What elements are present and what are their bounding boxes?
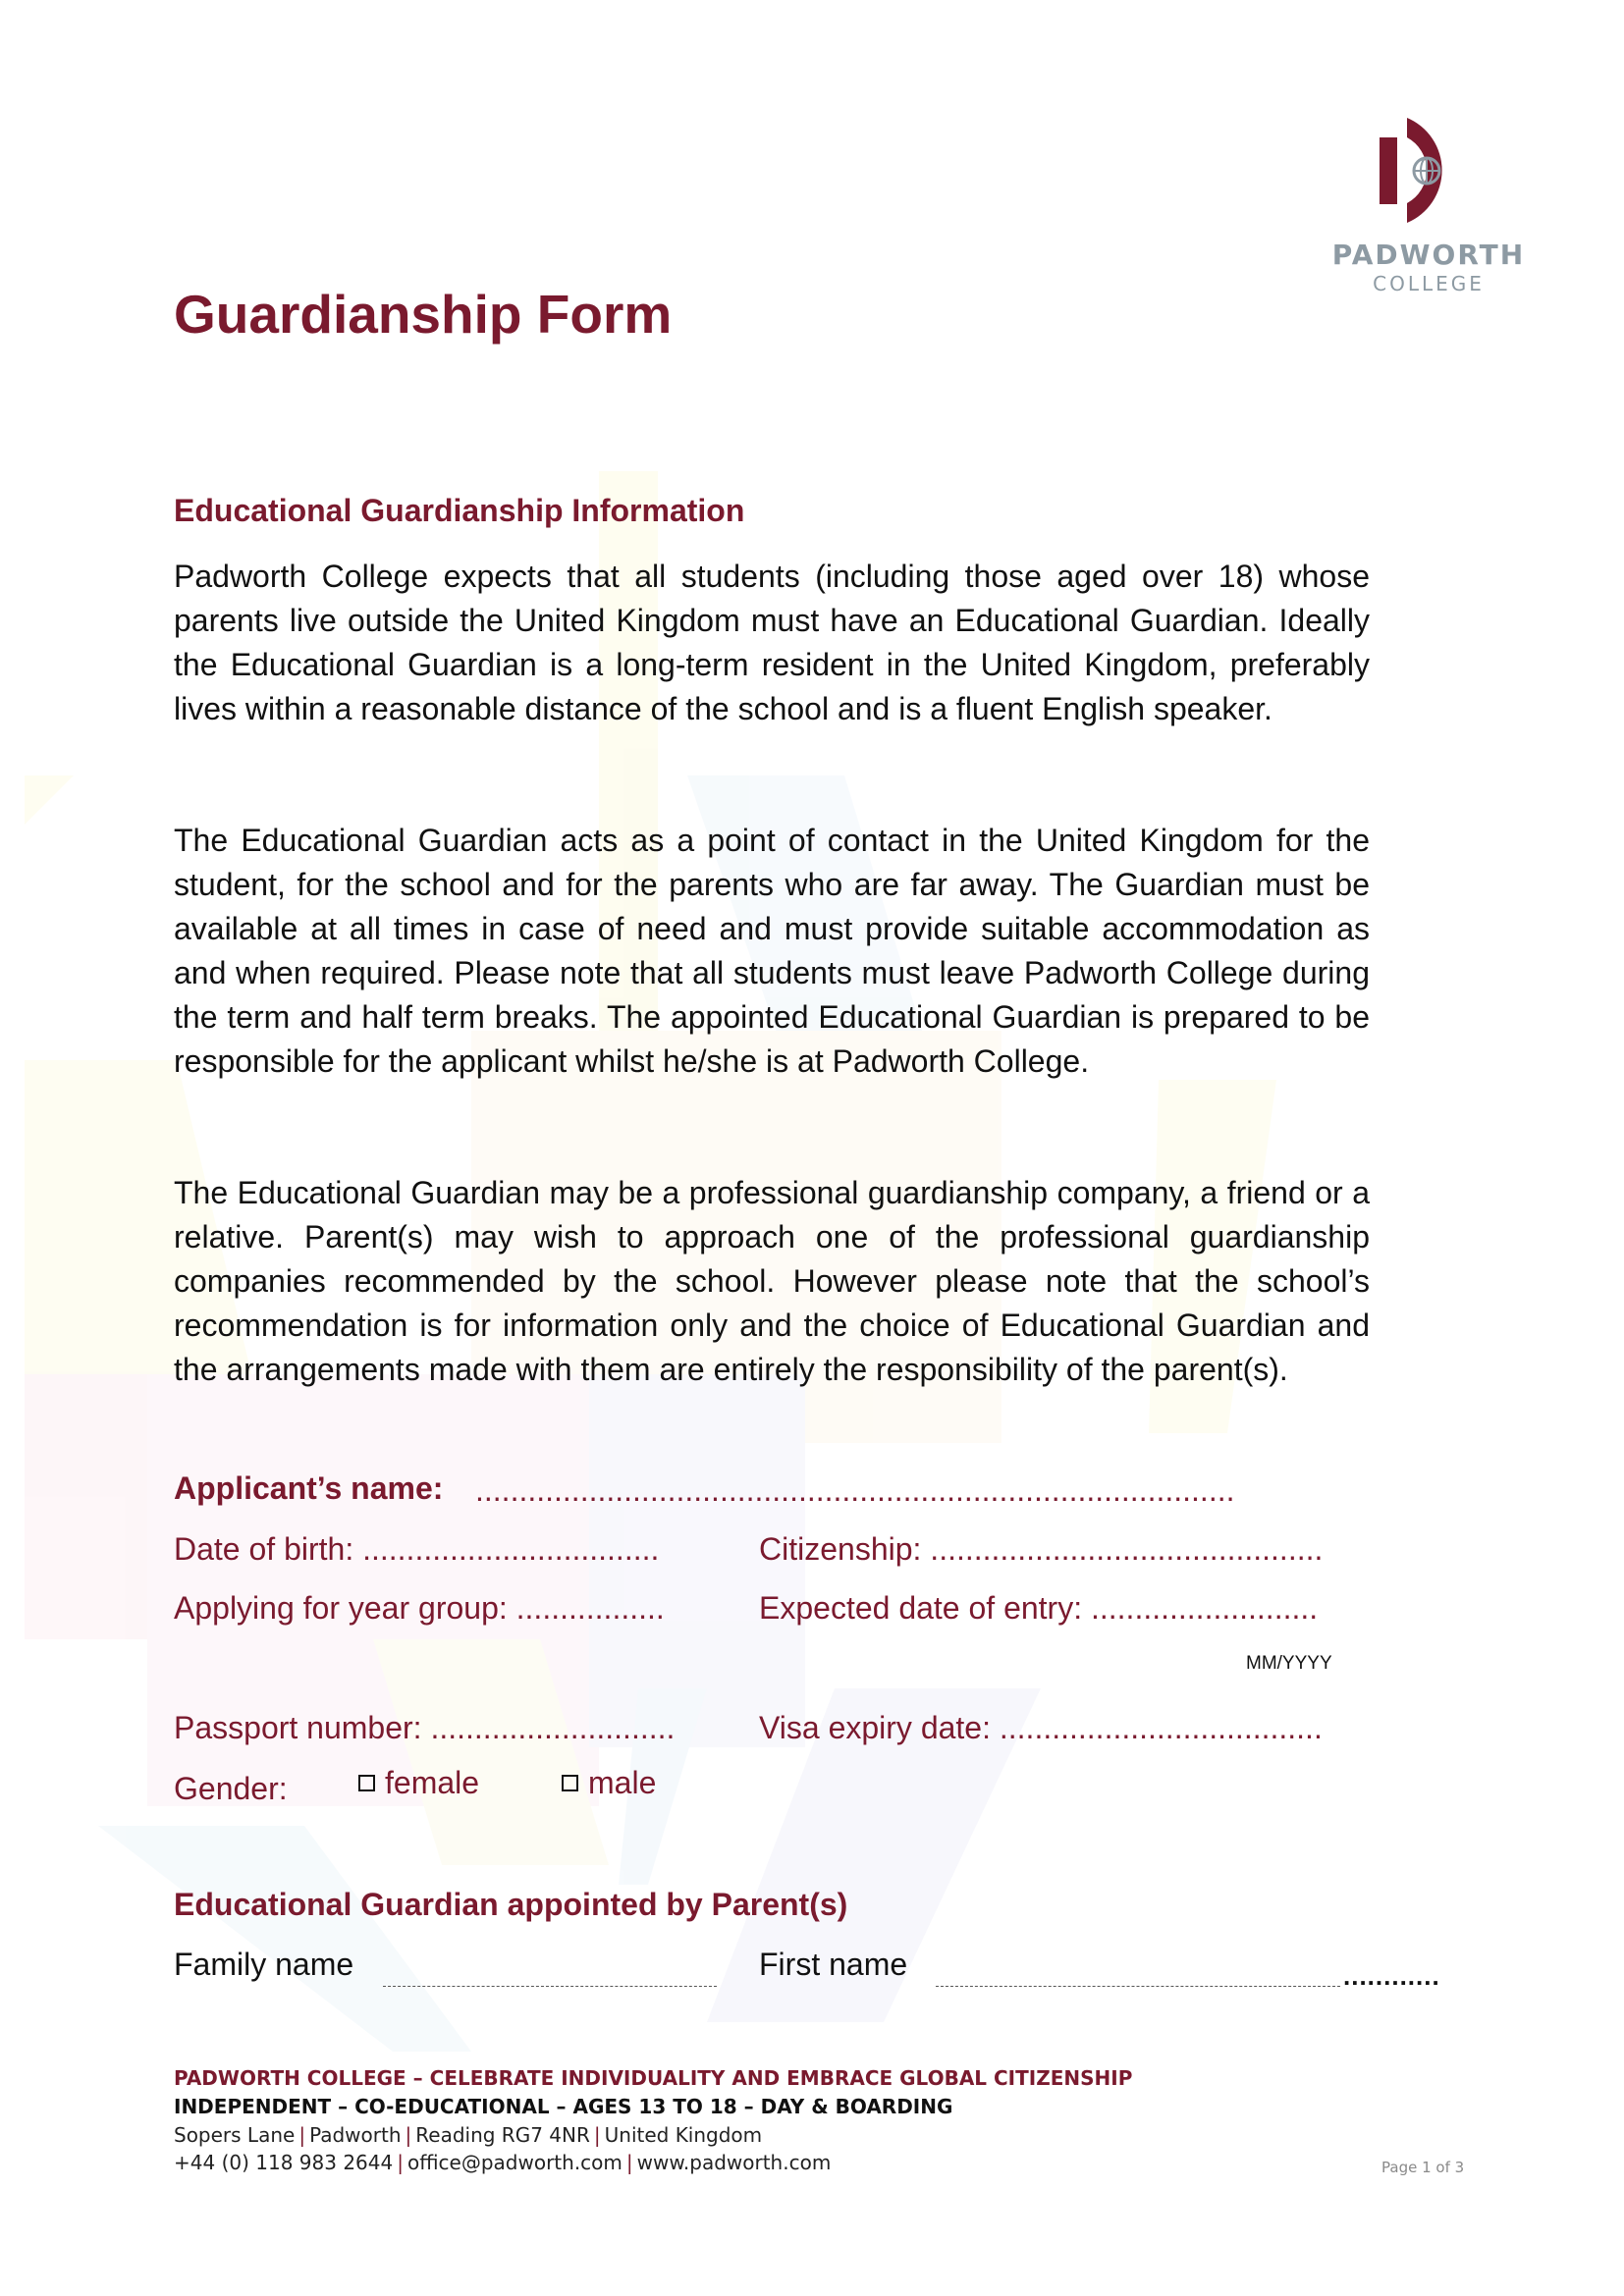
- applicant-name-field[interactable]: [174, 1470, 1235, 1508]
- gender-option-label: female: [385, 1765, 480, 1800]
- separator: |: [397, 2151, 404, 2174]
- gender-option-label: male: [588, 1765, 657, 1800]
- address-street: Sopers Lane: [174, 2123, 296, 2147]
- first-name-input-line[interactable]: [936, 1986, 1340, 1987]
- family-name-input-line[interactable]: [383, 1986, 717, 1987]
- footer-contact: [174, 2151, 831, 2174]
- applicant-name-input-line[interactable]: .......................................................................................: [475, 1472, 1235, 1508]
- passport-number-input-line[interactable]: ............................: [430, 1710, 676, 1745]
- address-town: Reading RG7 4NR: [415, 2123, 590, 2147]
- passport-number-label: Passport number:: [174, 1710, 422, 1745]
- citizenship-input-line[interactable]: .............................................: [930, 1531, 1324, 1567]
- separator: |: [625, 2151, 633, 2174]
- first-name-trailing-dots: ............: [1343, 1961, 1440, 1991]
- page-title: Guardianship Form: [174, 284, 673, 345]
- logo-mark-icon: [1311, 113, 1546, 231]
- contact-website[interactable]: www.padworth.com: [636, 2151, 832, 2174]
- address-village: Padworth: [309, 2123, 402, 2147]
- contact-phone: +44 (0) 118 983 2644: [174, 2151, 394, 2174]
- section-heading-guardianship-info: Educational Guardianship Information: [174, 493, 745, 528]
- first-name-label: First name: [759, 1947, 908, 1982]
- logo-name: PADWORTH: [1331, 239, 1526, 271]
- footer-tagline: PADWORTH COLLEGE – CELEBRATE INDIVIDUALITY AND EMBRACE GLOBAL CITIZENSHIP: [174, 2066, 1133, 2090]
- footer-descriptor: INDEPENDENT – CO-EDUCATIONAL – AGES 13 TO 18 – DAY & BOARDING: [174, 2095, 953, 2118]
- year-group-field[interactable]: [174, 1590, 665, 1627]
- section-heading-guardian-appointed: Educational Guardian appointed by Parent(s): [174, 1887, 848, 1922]
- visa-expiry-input-line[interactable]: .....................................: [999, 1710, 1323, 1745]
- watermark-shape: [98, 1826, 471, 2052]
- date-of-birth-field[interactable]: [174, 1531, 659, 1568]
- paragraph: The Educational Guardian may be a professional guardianship company, a friend or a relative. Parent(s) may wish to approach one of the professional guardianship companies recommended by the school. However please note that the school’s recommendation is for information only and the choice of Educational Guardian and the arrangements made with them are entirely the responsibility of the parent(s).: [174, 1175, 1370, 1387]
- checkbox-icon[interactable]: [358, 1775, 375, 1791]
- citizenship-label: Citizenship:: [759, 1531, 922, 1567]
- visa-expiry-label: Visa expiry date:: [759, 1710, 991, 1745]
- applicant-name-label: Applicant’s name:: [174, 1470, 444, 1506]
- year-group-input-line[interactable]: .................: [515, 1590, 665, 1626]
- family-name-label: Family name: [174, 1947, 354, 1982]
- watermark-shape: [25, 775, 74, 825]
- gender-option-male[interactable]: [562, 1765, 656, 1801]
- logo-subtitle: COLLEGE: [1373, 272, 1485, 295]
- gender-label: Gender:: [174, 1771, 288, 1806]
- citizenship-field[interactable]: [759, 1531, 1323, 1568]
- year-group-label: Applying for year group:: [174, 1590, 508, 1626]
- paragraph: Padworth College expects that all students (including those aged over 18) whose parents live outside the United Kingdom must have an Educational Guardian. Ideally the Educational Guardian is a long-term resident in the United Kingdom, preferably lives within a reasonable distance of the school and is a fluent English speaker.: [174, 559, 1370, 726]
- date-of-birth-input-line[interactable]: ..................................: [362, 1531, 660, 1567]
- paragraph: The Educational Guardian acts as a point of contact in the United Kingdom for the student, for the school and for the parents who are far away. The Guardian must be available at all times in case of need and must provide suitable accommodation as and when required. Please note that all students must leave Padworth College during the term and half term breaks. The appointed Educational Guardian is prepared to be responsible for the applicant whilst he/she is at Padworth College.: [174, 823, 1370, 1079]
- visa-expiry-field[interactable]: [759, 1710, 1323, 1746]
- separator: |: [298, 2123, 306, 2147]
- entry-date-input-line[interactable]: ..........................: [1090, 1590, 1319, 1626]
- padworth-logo: [1311, 113, 1546, 299]
- passport-number-field[interactable]: [174, 1710, 675, 1746]
- date-of-birth-label: Date of birth:: [174, 1531, 354, 1567]
- address-country: United Kingdom: [604, 2123, 763, 2147]
- separator: |: [593, 2123, 601, 2147]
- gender-option-female[interactable]: [358, 1765, 479, 1801]
- contact-email[interactable]: office@padworth.com: [406, 2151, 623, 2174]
- page-number: Page 1 of 3: [1381, 2159, 1465, 2176]
- entry-date-label: Expected date of entry:: [759, 1590, 1083, 1626]
- footer-address: [174, 2123, 762, 2147]
- entry-date-field[interactable]: [759, 1590, 1318, 1627]
- entry-date-format-hint: MM/YYYY: [1246, 1653, 1332, 1674]
- checkbox-icon[interactable]: [562, 1775, 578, 1791]
- separator: |: [405, 2123, 412, 2147]
